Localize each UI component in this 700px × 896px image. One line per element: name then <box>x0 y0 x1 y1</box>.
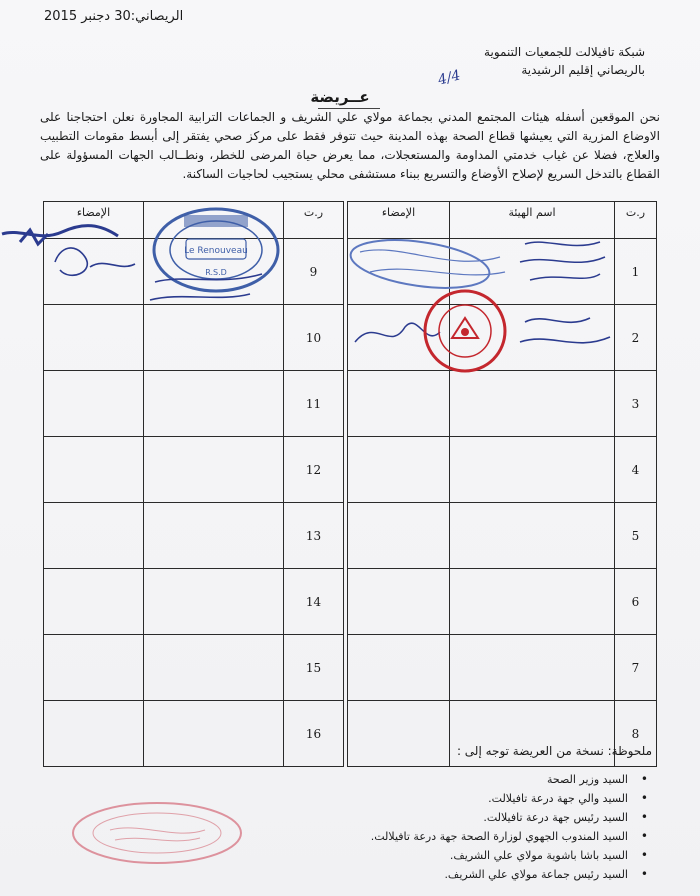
table-row <box>44 239 657 305</box>
petition-paragraph: نحن الموقعين أسفله هيئات المجتمع المدني بجماعة مولاي علي الشريف و الجماعات الترابية المجاورة نعلن احتجاجنا على الاوضاع المزرية التي يعيشها قطاع الصحة بهذه المدينة حيث تتوفر فقط على مركز صحي يفتقر إلى أبسط مقومات التطبيب والعلاج، فضلا عن غياب خدمتي المداومة والمستعجلات، مما يعرض حياة المرضى للخطر، ونطــالب الجهات المسؤولة على القطاع بالتدخل السريع لإصلاح الأوضاع والتسريع ببناء مستشفى محلي يستجيب لحاجيات الساكنة. <box>40 110 660 181</box>
table-row <box>44 503 657 569</box>
stamp-code: R.S.D <box>205 268 227 277</box>
handwritten-page-mark: 4/4 <box>436 67 463 89</box>
signature-table <box>43 201 657 767</box>
table-header-row <box>44 202 657 239</box>
organization-location: بالريصاني إقليم الرشيدية <box>521 63 645 77</box>
header-num-right: ر.ت <box>615 202 657 239</box>
row-number-right: 8 <box>615 701 657 767</box>
document-date: الريصاني:30 دجنبر 2015 <box>44 9 184 24</box>
list-item: • السيد باشا باشوية مولاي علي الشريف. <box>371 846 650 865</box>
table-row <box>44 569 657 635</box>
list-item: • السيد رئيس جماعة مولاي علي الشريف. <box>371 865 650 884</box>
row-number-right: 1 <box>615 239 657 305</box>
header-num-left: ر.ت <box>284 202 344 239</box>
document-title: عــريضة <box>310 88 370 106</box>
header-name-left <box>144 202 284 239</box>
organization-name: شبكة تافيلالت للجمعيات التنموية <box>484 45 645 59</box>
row-number-left: 15 <box>284 635 344 701</box>
recipients-list <box>371 770 650 884</box>
header-signature-left: الإمضاء <box>44 202 144 239</box>
row-number-left: 9 <box>284 239 344 305</box>
table-row <box>44 635 657 701</box>
note-title: ملحوظة: نسخة من العريضة توجه إلى : <box>456 744 652 758</box>
row-number-right: 4 <box>615 437 657 503</box>
row-number-right: 2 <box>615 305 657 371</box>
row-number-left: 10 <box>284 305 344 371</box>
list-item: • السيد رئيس جهة درعة تافيلالت. <box>371 808 650 827</box>
header-signature-right: الإمضاء <box>348 202 450 239</box>
row-number-left: 11 <box>284 371 344 437</box>
table-row <box>44 437 657 503</box>
stamp-label: Le Renouveau <box>184 246 248 256</box>
list-item: • السيد وزير الصحة <box>371 770 650 789</box>
faded-oval-stamp <box>70 800 245 866</box>
table-row <box>44 371 657 437</box>
row-number-right: 6 <box>615 569 657 635</box>
list-item: • السيد المندوب الجهوي لوزارة الصحة جهة درعة تافيلالت. <box>371 827 650 846</box>
row-number-left: 12 <box>284 437 344 503</box>
row-number-left: 13 <box>284 503 344 569</box>
row-number-right: 3 <box>615 371 657 437</box>
row-number-right: 5 <box>615 503 657 569</box>
list-item: • السيد والي جهة درعة تافيلالت. <box>371 789 650 808</box>
row-number-left: 16 <box>284 701 344 767</box>
table-row <box>44 305 657 371</box>
row-number-left: 14 <box>284 569 344 635</box>
header-name-right: اسم الهيئة <box>450 202 615 239</box>
row-number-right: 7 <box>615 635 657 701</box>
